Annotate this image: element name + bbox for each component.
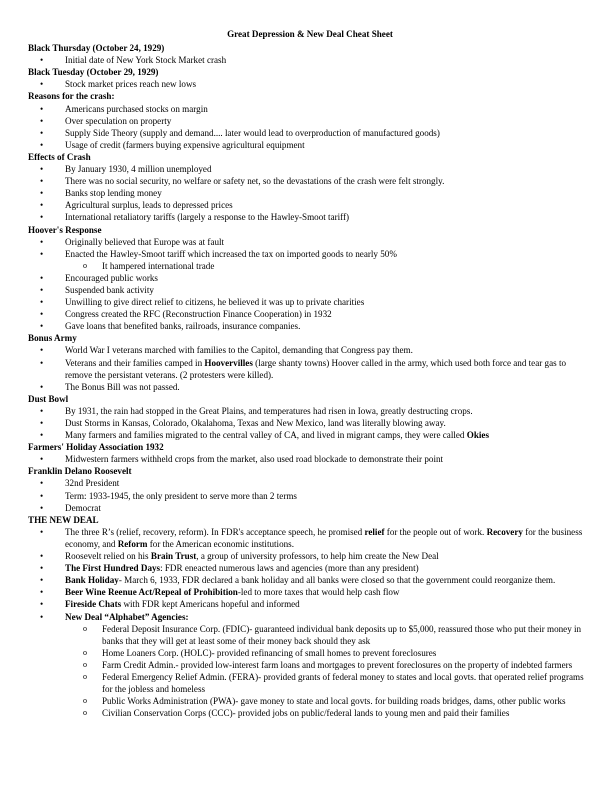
text-run: Civilian Conservation Corps (CCC)- provided jobs on public/federal lands to young men and paid their families <box>102 708 510 719</box>
list-item <box>28 586 592 598</box>
text-run: Farm Credit Admin.- provided low-interest farm loans and mortgages to prevent foreclosures on the property of indebted farmers <box>102 659 573 670</box>
text-run: Congress created the RFC (Reconstruction Finance Cooperation) in 1932 <box>65 309 332 320</box>
list-item <box>28 248 592 260</box>
sub-list-item <box>28 707 592 719</box>
bullet-list <box>28 344 592 392</box>
bold-term: Okies <box>466 430 489 441</box>
text-run: Supply Side Theory (supply and demand.... later would lead to overproduction of manufactured goods) <box>65 127 440 138</box>
text-run: Agricultural surplus, leads to depressed prices <box>65 200 233 211</box>
sections-container <box>28 42 592 719</box>
text-run: Usage of credit (farmers buying expensive agricultural equipment <box>65 139 305 150</box>
text-run: There was no social security, no welfare or safety net, so the devastations of the crash were felt strongly. <box>65 176 445 187</box>
list-item <box>28 127 592 139</box>
bold-term: Fireside Chats <box>65 599 122 610</box>
list-item <box>28 550 592 562</box>
text-run: The three R’s (relief, recovery, reform). In FDR's acceptance speech, he promised <box>65 526 365 537</box>
sub-list-item <box>28 659 592 671</box>
text-run: Initial date of New York Stock Market crash <box>65 55 227 66</box>
text-run: It hampered international trade <box>102 260 215 271</box>
text-run: By 1931, the rain had stopped in the Great Plains, and temperatures had risen in Iowa, greatly destructing crops. <box>65 405 473 416</box>
text-run: Unwilling to give direct relief to citizens, he believed it was up to private charities <box>65 297 365 308</box>
section-heading: Dust Bowl <box>28 393 69 404</box>
list-item <box>28 574 592 586</box>
list-item <box>28 139 592 151</box>
section-heading: Black Tuesday (October 29, 1929) <box>28 67 159 78</box>
list-item <box>28 236 592 248</box>
bold-term: Hoovervilles <box>204 357 253 368</box>
list-item <box>28 429 592 441</box>
text-run: with FDR kept Americans hopeful and informed <box>121 599 300 610</box>
bold-term: New Deal “Alphabet” Agencies: <box>65 611 189 622</box>
text-run: for the people out of work. <box>384 526 487 537</box>
text-run: Federal Deposit Insurance Corp. (FDIC)- guaranteed individual bank deposits up to $5,000, reassured those who put their money in banks that they will get at least some of their money back should they ask <box>102 623 582 646</box>
text-run: Americans purchased stocks on margin <box>65 103 208 114</box>
text-run: Roosevelt relied on his <box>65 551 151 562</box>
section-heading: Black Thursday (October 24, 1929) <box>28 43 165 54</box>
bullet-list <box>28 163 592 223</box>
bullet-list <box>28 405 592 441</box>
list-item <box>28 598 592 610</box>
bullet-list <box>28 236 592 333</box>
list-item <box>28 490 592 502</box>
text-run: World War I veterans marched with families to the Capitol, demanding that Congress pay them. <box>65 345 413 356</box>
section-heading: Hoover's Response <box>28 224 102 235</box>
text-run: -led to more taxes that would help cash flow <box>237 587 400 598</box>
list-item <box>28 78 592 90</box>
section-heading: Effects of Crash <box>28 151 91 162</box>
bold-term: Beer Wine Reenue Act/Repeal of Prohibition <box>65 587 238 598</box>
list-item <box>28 417 592 429</box>
list-item <box>28 199 592 211</box>
text-run: Home Loaners Corp. (HOLC)- provided refinancing of small homes to prevent foreclosures <box>102 647 437 658</box>
bullet-list <box>28 54 592 66</box>
list-item <box>28 284 592 296</box>
text-run: Over speculation on property <box>65 115 172 126</box>
section-heading: Franklin Delano Roosevelt <box>28 466 132 477</box>
text-run: Federal Emergency Relief Admin. (FERA)- provided grants of federal money to states and local govts. that operated relief programs for the jobless and homeless <box>102 671 584 695</box>
list-item <box>28 272 592 284</box>
list-item <box>28 526 592 550</box>
text-run: Encouraged public works <box>65 272 158 283</box>
page-title: Great Depression & New Deal Cheat Sheet <box>227 29 393 39</box>
text-run: Banks stop lending money <box>65 188 162 199</box>
list-item <box>28 405 592 417</box>
text-run: Many farmers and families migrated to the central valley of CA, and lived in migrant camps, they were called <box>65 430 467 441</box>
bold-term: Recovery <box>486 526 523 537</box>
text-run: : FDR eneacted numerous laws and agencies (more than any president) <box>160 563 419 574</box>
list-item <box>28 381 592 393</box>
section-heading: THE NEW DEAL <box>28 514 99 525</box>
sub-list-item <box>28 695 592 707</box>
list-item <box>28 502 592 514</box>
list-item <box>28 453 592 465</box>
bold-term: Brain Trust <box>150 551 197 562</box>
bullet-list <box>28 78 592 90</box>
list-item <box>28 562 592 574</box>
sub-list-item <box>28 623 592 647</box>
text-run: for the business economy, and <box>65 526 583 549</box>
text-run: - March 6, 1933, FDR declared a bank holiday and all banks were closed so that the government could reorganize them. <box>118 575 556 586</box>
text-run: By January 1930, 4 million unemployed <box>65 164 212 175</box>
list-item <box>28 611 592 623</box>
list-item <box>28 175 592 187</box>
text-run: Gave loans that benefited banks, railroads, insurance companies. <box>65 321 301 332</box>
list-item <box>28 320 592 332</box>
list-item <box>28 211 592 223</box>
text-run: International retaliatory tariffs (largely a response to the Hawley-Smoot tariff) <box>65 212 350 223</box>
bullet-list <box>28 453 592 465</box>
text-run: Democrat <box>65 502 101 513</box>
text-run: Stock market prices reach new lows <box>65 79 197 90</box>
text-run: Term: 1933-1945, the only president to serve more than 2 terms <box>65 490 297 501</box>
text-run: Dust Storms in Kansas, Colorado, Okalahoma, Texas and New Mexico, land was literally blowing away. <box>65 418 446 428</box>
list-item <box>28 308 592 320</box>
list-item <box>28 115 592 127</box>
text-run: 32nd President <box>65 478 120 489</box>
bold-term: relief <box>364 526 385 537</box>
text-run: for the American economic institutions. <box>147 538 294 549</box>
text-run: (large shanty towns) Hoover called in the army, which used both force and tear gas to remove the persistant veterans. (2 protesters were killed). <box>65 357 567 380</box>
list-item <box>28 187 592 199</box>
text-run: Enacted the Hawley-Smoot tariff which increased the tax on imported goods to nearly 50% <box>65 248 397 259</box>
list-item <box>28 163 592 175</box>
list-item <box>28 103 592 115</box>
text-run: Veterans and their families camped in <box>65 357 205 368</box>
list-item <box>28 477 592 489</box>
text-run: Midwestern farmers withheld crops from the market, also used road blockade to demonstrate their point <box>65 454 444 465</box>
list-item <box>28 54 592 66</box>
section-heading: Farmers' Holiday Association 1932 <box>28 442 164 453</box>
bullet-list <box>28 526 592 720</box>
list-item <box>28 357 592 381</box>
text-run: Suspended bank activity <box>65 284 154 295</box>
sub-list-item <box>28 647 592 659</box>
bullet-list <box>28 477 592 513</box>
list-item <box>28 296 592 308</box>
list-item <box>28 344 592 356</box>
sub-list-item <box>28 671 592 695</box>
bullet-list <box>28 103 592 151</box>
bold-term: The First Hundred Days <box>65 563 161 574</box>
bold-term: Bank Holiday <box>65 575 119 586</box>
section-heading: Reasons for the crash: <box>28 91 115 102</box>
sub-list-item <box>28 260 592 272</box>
text-run: Originally believed that Europe was at fault <box>65 236 225 247</box>
section-heading: Bonus Army <box>28 333 77 344</box>
text-run: Public Works Administration (PWA)- gave money to state and local govts. for building roads bridges, dams, other public works <box>102 696 566 707</box>
text-run: , a group of university professors, to help him create the New Deal <box>196 551 439 562</box>
text-run: The Bonus Bill was not passed. <box>65 381 180 392</box>
bold-term: Reform <box>117 538 148 549</box>
